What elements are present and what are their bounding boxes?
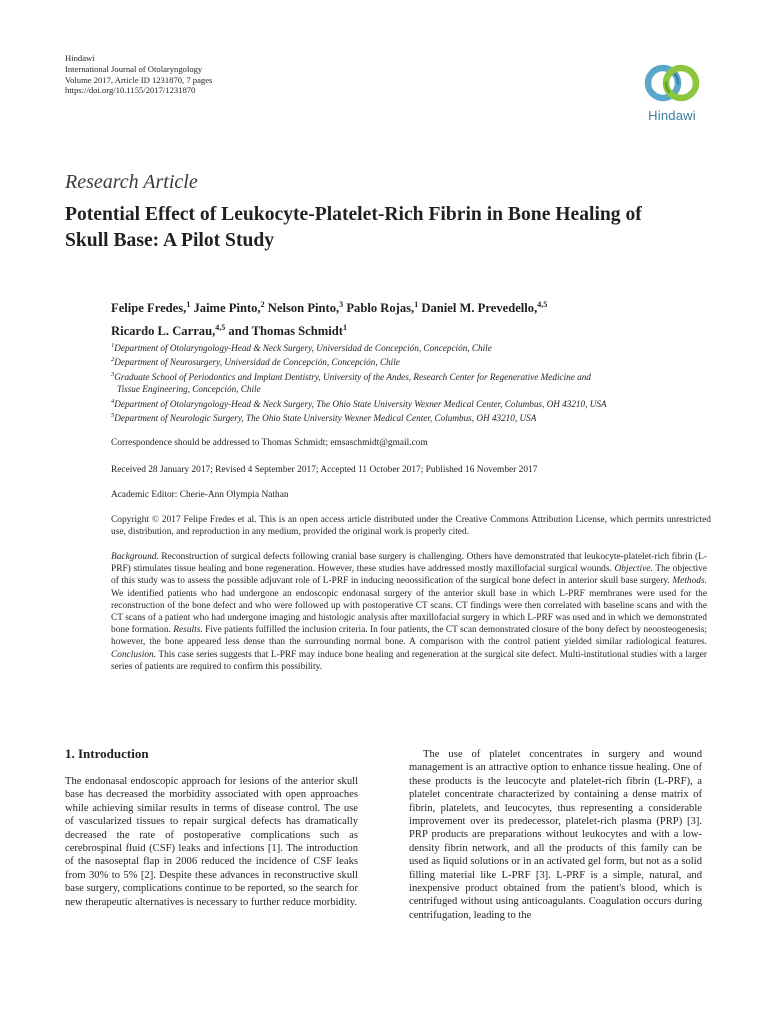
affiliation: $^5$Department of Neurologic Surgery, The Ohio State University Wexner Medical Center, Columbus, OH 43210, USA — [111, 412, 537, 424]
hindawi-rings-icon — [642, 60, 702, 106]
academic-editor: Academic Editor: Cherie-Ann Olympia Nathan — [111, 490, 289, 500]
abstract: Background. Reconstruction of surgical defects following cranial base surgery is challenging. Others have demonstrated that leukocyte-platelet-rich fibrin (L-PRF) stimulates tissue healing and bone regeneration. However, these studies have addressed mostly maxillofacial surgical wounds. Objective. The objective of this study was to assess the possible adjuvant role of L-PRF in inducing neoossification of the surgical bone defect in anterior skull base surgery. Methods. We identified patients who had undergone an endoscopic endonasal surgery of the anterior skull base in which L-PRF membranes were used for the reconstruction of the bone defect and who were followed up with postoperative CT scans. CT findings were then correlated with baseline scans and with the CT scans of a patient who had undergone imaging and histologic analysis after maxillofacial surgery in which L-PRF was used and in which we demonstrated bone formation. Results. Five patients fulfilled the inclusion criteria. In four patients, the CT scan demonstrated closure of the bony defect by neoosteogenesis; however, the bone appeared less dense than the surrounding normal bone. A comparison with the control patient yielded similar radiological features. Conclusion. This case series suggests that L-PRF may induce bone healing and regeneration at the surgical site defect. Multi-institutional studies with a larger series of patients are required to confirm this possibility. — [111, 552, 708, 672]
hindawi-logo — [636, 60, 708, 123]
author: and Thomas Schmidt$^1$ — [228, 323, 347, 339]
correspondence: Correspondence should be addressed to Thomas Schmidt; emsaschmidt@gmail.com — [111, 438, 428, 448]
author: Daniel M. Prevedello,$^{4,5}$ — [421, 300, 548, 316]
affiliation: $^2$Department of Neurosurgery, Universidad de Concepción, Concepción, Chile — [111, 356, 400, 368]
author: Felipe Fredes,$^1$ — [111, 300, 191, 316]
publication-dates: Received 28 January 2017; Revised 4 September 2017; Accepted 11 October 2017; Published 16 November 2017 — [111, 465, 538, 475]
author: Jaime Pinto,$^2$ — [193, 300, 265, 316]
article-title: Potential Effect of Leukocyte-Platelet-Rich Fibrin in Bone Healing of Skull Base: A Pilot Study — [65, 204, 642, 251]
affiliation: $^4$Department of Otolaryngology-Head & Neck Surgery, The Ohio State University Wexner Medical Center, Columbus, OH 43210, USA — [111, 397, 607, 409]
copyright: Copyright © 2017 Felipe Fredes et al. This is an open access article distributed under the Creative Commons Attribution License, which permits unrestricted use, distribution, and reproduction in any medium, provided the original work is properly cited. — [111, 515, 711, 538]
journal-volume: Volume 2017, Article ID 1231870, 7 pages — [65, 74, 213, 85]
affiliation: $^1$Department of Otolaryngology-Head & Neck Surgery, Universidad de Concepción, Concepción, Chile — [111, 342, 492, 354]
article-type: Research Article — [65, 171, 198, 193]
affiliations — [111, 340, 711, 425]
journal-doi[interactable]: https://doi.org/10.1155/2017/1231870 — [65, 85, 196, 96]
author: Ricardo L. Carrau,$^{4,5}$ — [111, 323, 226, 339]
logo-text: Hindawi — [648, 108, 696, 123]
affiliation: $^3$Graduate School of Periodontics and Implant Dentistry, University of the Andes, Research Center for Regenerative Medicine and — [111, 370, 591, 382]
affiliation-continued: Tissue Engineering, Concepción, Chile — [117, 384, 261, 395]
journal-name: International Journal of Otolaryngology — [65, 63, 203, 74]
publisher-name: Hindawi — [65, 53, 95, 63]
author: Nelson Pinto,$^3$ — [267, 300, 344, 316]
paragraph: The endonasal endoscopic approach for lesions of the anterior skull base has decreased the morbidity associated with open approaches while achieving similar results in terms of disease control. The use of vascularized tissues to repair surgical defects has dramatically decreased the rate of postoperative complications such as cerebrospinal fluid (CSF) leaks and infections [1]. The introduction of the nasoseptal flap in 2006 reduced the incidence of CSF leaks from 30% to 5% [2]. Despite these advances in reconstructive skull base surgery, complications continue to be reported, so the search for new therapeutic alternatives is necessary to further reduce morbidity. — [65, 776, 358, 908]
body-column-right — [409, 748, 702, 922]
author: Pablo Rojas,$^1$ — [346, 300, 419, 316]
paragraph: The use of platelet concentrates in surgery and wound management is an attractive option to enhance tissue healing. One of these products is the leucocyte and platelet-rich fibrin (L-PRF), a platelet concentrate characterized by containing a dense matrix of fibrin, platelets, and leucocytes, thus representing a considerable improvement over its predecessor, platelet-rich plasma (PRP) [3]. PRP products are preparations without leukocytes and with a low-density fibrin network, and all the products of this family can be used as liquid solutions or in an activated gel form, but not as a solid filling material like L-PRF [3]. L-PRF is a simple, natural, and inexpensive product obtained from the patient's blood, which is centrifuged without using anticoagulants. Coagulation occurs during centrifugation, leading to the — [409, 749, 702, 921]
section-heading: 1. Introduction — [65, 746, 149, 761]
author-list — [111, 295, 711, 341]
journal-info — [65, 53, 212, 96]
body-column-left — [65, 775, 358, 909]
